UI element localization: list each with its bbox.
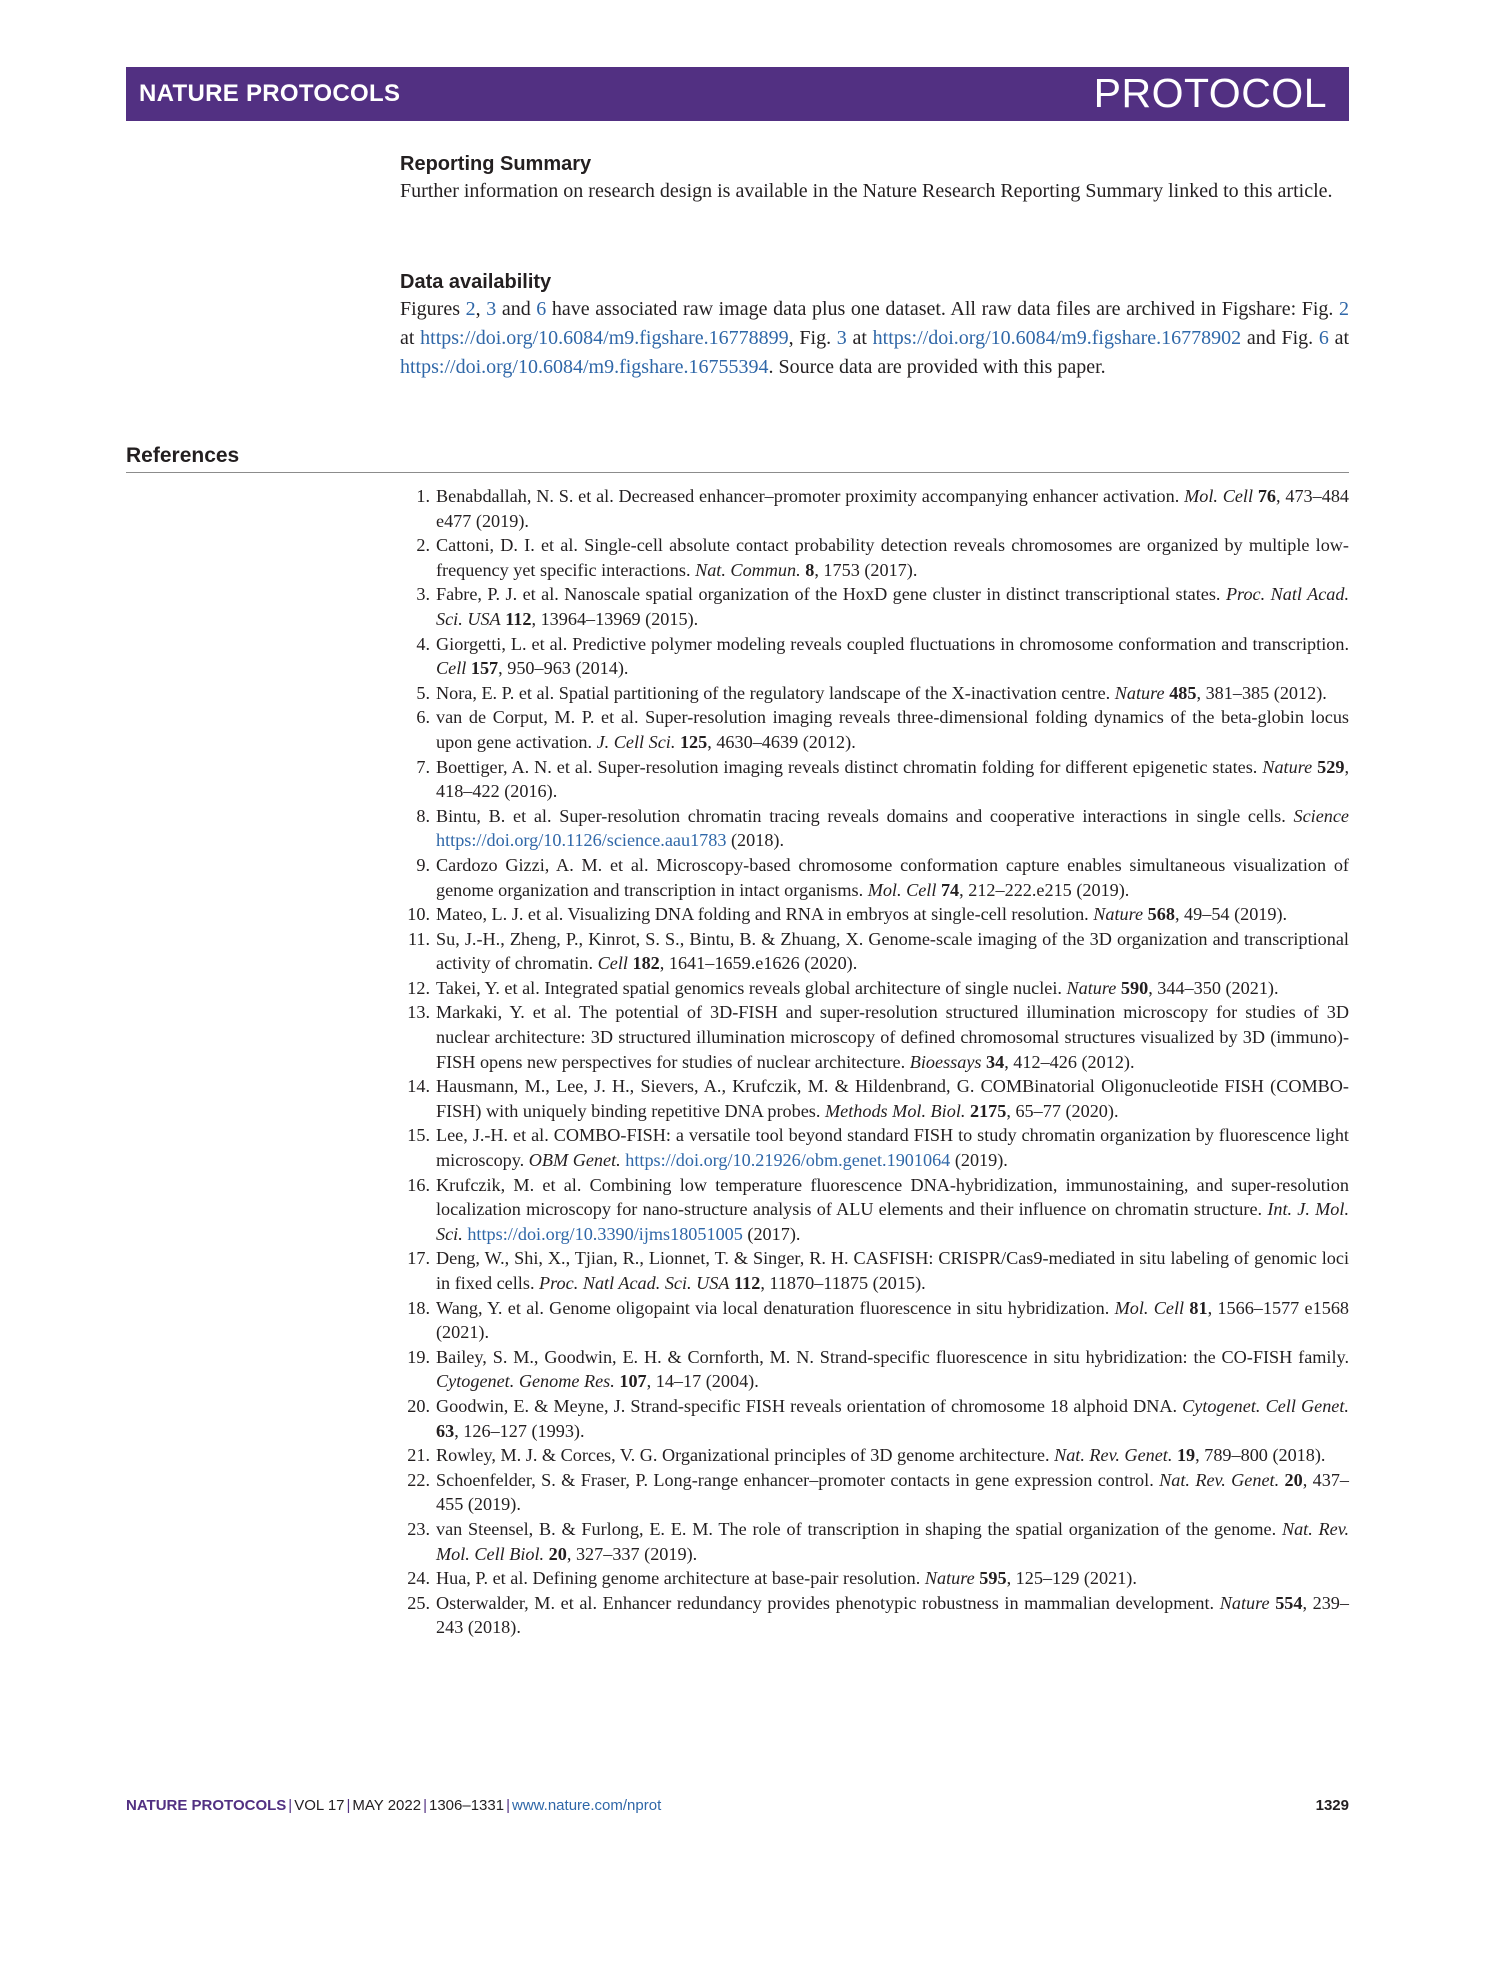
reference-item — [400, 1123, 1349, 1172]
footer-url[interactable]: www.nature.com/nprot — [512, 1797, 662, 1814]
reference-text: Giorgetti, L. et al. Predictive polymer modeling reveals coupled fluctuations in chromosome conformation and transcription. — [436, 633, 1349, 654]
reference-journal: Nat. Rev. Genet. — [1159, 1469, 1280, 1490]
reference-pages: , 327–337 (2019). — [566, 1543, 698, 1564]
reference-text: Hausmann, M., Lee, J. H., Sievers, A., Krufczik, M. & Hildenbrand, G. COMBinatorial Oligonucleotide FISH (COMBO-FISH) with uniquely binding repetitive DNA probes. — [436, 1076, 1349, 1121]
reference-text: Bintu, B. et al. Super-resolution chromatin tracing reveals domains and cooperative interactions in single cells. — [436, 805, 1294, 826]
reference-volume: 76 — [1257, 486, 1277, 506]
reference-pages: , 13964–13969 (2015). — [531, 608, 699, 629]
reference-text: Takei, Y. et al. Integrated spatial genomics reveals global architecture of single nuclei. — [436, 977, 1067, 998]
reference-number: 18. — [407, 1297, 430, 1318]
references-heading: References — [126, 444, 1349, 473]
article-type: PROTOCOL — [1093, 70, 1327, 116]
reference-journal: Methods Mol. Biol. — [824, 1100, 966, 1121]
reference-volume: 590 — [1120, 977, 1149, 998]
reference-item — [400, 1591, 1349, 1640]
reference-number: 4. — [416, 633, 430, 654]
reference-volume: 182 — [632, 953, 660, 974]
reference-text: Deng, W., Shi, X., Tjian, R., Lionnet, T. & Singer, R. H. CASFISH: CRISPR/Cas9-mediated in situ labeling of genomic loci in fixed cells. — [436, 1248, 1349, 1293]
reference-text: Cattoni, D. I. et al. Single-cell absolute contact probability detection reveals chromosomes are organized by multiple low-frequency yet specific interactions. — [436, 535, 1349, 580]
reference-journal: Science — [1293, 805, 1349, 826]
reference-volume: 157 — [470, 658, 499, 679]
reference-item — [400, 755, 1349, 804]
reference-pages: , 950–963 (2014). — [498, 658, 629, 679]
reference-volume: 2175 — [969, 1100, 1007, 1121]
reference-item — [400, 1074, 1349, 1123]
reference-item — [400, 1566, 1349, 1591]
reference-number: 1. — [416, 486, 430, 506]
reference-pages: , 49–54 (2019). — [1174, 904, 1288, 925]
reference-pages: , 125–129 (2021). — [1006, 1568, 1137, 1589]
reference-pages: , 239–243 (2018). — [436, 1592, 1349, 1638]
reference-volume: 125 — [679, 731, 708, 752]
reference-volume: 20 — [548, 1543, 567, 1564]
reference-item — [400, 533, 1349, 582]
reference-number: 11. — [407, 928, 430, 949]
reference-year: (2018). — [726, 830, 785, 851]
footer-pages: 1306–1331 — [429, 1797, 505, 1814]
reference-volume: 554 — [1275, 1592, 1303, 1613]
reference-number: 3. — [416, 584, 430, 605]
reference-number: 17. — [407, 1248, 430, 1269]
reference-item — [400, 681, 1349, 706]
data-availability-section — [400, 270, 1349, 382]
reference-pages: , 65–77 (2020). — [1006, 1100, 1119, 1121]
reference-journal: Nature — [1093, 904, 1144, 925]
reference-journal: Cell — [597, 953, 628, 974]
figure-link[interactable]: 6 — [1318, 327, 1329, 349]
reference-journal: Nat. Commun. — [695, 559, 801, 580]
reference-pages: , 11870–11875 (2015). — [760, 1273, 926, 1293]
reference-number: 6. — [416, 707, 430, 728]
reference-number: 20. — [407, 1395, 430, 1416]
reference-number: 15. — [407, 1125, 430, 1146]
reference-number: 2. — [416, 535, 430, 556]
footer-volume: VOL 17 — [294, 1797, 345, 1814]
reference-item — [400, 1443, 1349, 1468]
reference-journal: Proc. Natl Acad. Sci. USA — [436, 584, 1349, 629]
reference-volume: 107 — [619, 1371, 647, 1392]
reference-item — [400, 902, 1349, 927]
reference-text: Goodwin, E. & Meyne, J. Strand-specific FISH reveals orientation of chromosome 18 alphoid DNA. — [436, 1395, 1183, 1416]
figure-link[interactable]: 6 — [536, 298, 547, 320]
references-list — [400, 484, 1349, 1640]
reference-item — [400, 1517, 1349, 1566]
reference-journal: Nature — [1114, 682, 1165, 703]
reference-pages: , 418–422 (2016). — [436, 756, 1349, 802]
footer-citation: NATURE PROTOCOLS | VOL 17 | MAY 2022 | 1306–1331 | www.nature.com/nprot — [126, 1797, 662, 1814]
reference-journal: Mol. Cell — [867, 879, 937, 900]
footer-date: MAY 2022 — [352, 1797, 422, 1814]
footer-journal: NATURE PROTOCOLS — [126, 1797, 287, 1814]
reporting-summary-body: Further information on research design is available in the Nature Research Reporting Summary linked to this article. — [400, 180, 1333, 202]
reference-volume: 8 — [805, 559, 815, 580]
reference-volume: 112 — [505, 608, 532, 629]
reference-number: 12. — [407, 977, 430, 998]
reference-item — [400, 1296, 1349, 1345]
reference-item — [400, 632, 1349, 681]
reference-text: van de Corput, M. P. et al. Super-resolution imaging reveals three-dimensional folding dynamics of the beta-globin locus upon gene activation. — [436, 707, 1349, 752]
reference-volume: 112 — [734, 1273, 761, 1293]
reference-text: Bailey, S. M., Goodwin, E. H. & Cornforth, M. N. Strand-specific fluorescence in situ hybridization: the CO-FISH family. — [436, 1346, 1349, 1367]
reference-text: Mateo, L. J. et al. Visualizing DNA folding and RNA in embryos at single-cell resolution. — [436, 904, 1094, 925]
reference-text: Nora, E. P. et al. Spatial partitioning of the regulatory landscape of the X-inactivation centre. — [436, 682, 1115, 703]
reference-text: Schoenfelder, S. & Fraser, P. Long-range enhancer–promoter contacts in gene expression control. — [436, 1469, 1160, 1490]
figshare-link[interactable]: https://doi.org/10.6084/m9.figshare.16755394 — [400, 356, 769, 378]
reference-doi-link[interactable]: https://doi.org/10.21926/obm.genet.1901064 — [625, 1150, 951, 1171]
reference-journal: Cytogenet. Genome Res. — [436, 1371, 615, 1392]
reference-doi-link[interactable]: https://doi.org/10.1126/science.aau1783 — [436, 830, 727, 851]
reference-number: 25. — [407, 1592, 430, 1613]
figure-link[interactable]: 2 — [1339, 298, 1350, 320]
reference-text: Benabdallah, N. S. et al. Decreased enhancer–promoter proximity accompanying enhancer activation. — [436, 486, 1185, 506]
reference-item — [400, 705, 1349, 754]
reference-number: 23. — [407, 1518, 430, 1539]
reference-text: Hua, P. et al. Defining genome architecture at base-pair resolution. — [436, 1568, 925, 1589]
reference-journal: Nat. Rev. Genet. — [1054, 1445, 1173, 1466]
reference-journal: Mol. Cell — [1114, 1297, 1185, 1318]
figshare-link[interactable]: https://doi.org/10.6084/m9.figshare.16778899 — [420, 327, 789, 349]
figure-link[interactable]: 3 — [836, 327, 847, 349]
reference-journal: Nature — [1262, 756, 1313, 777]
reference-journal: Cytogenet. Cell Genet. — [1182, 1395, 1349, 1416]
reference-item — [400, 853, 1349, 902]
reference-item — [400, 1000, 1349, 1074]
data-availability-body: Figures 2, 3 and 6 have associated raw image data plus one dataset. All raw data files are archived in Figshare: Fig. 2 at https://doi.org/10.6084/m9.figshare.16778899, Fig. 3 at https://doi.org/10.6084/m9.figshare.16778902 and Fig. 6 at https://doi.org/10.6084/m9.figshare.16755394. Source data are provided with this paper. — [400, 298, 1350, 378]
reference-journal: Nature — [924, 1568, 975, 1589]
reference-journal: Nature — [1219, 1592, 1270, 1613]
reference-number: 14. — [407, 1076, 430, 1097]
reference-journal: Mol. Cell — [1184, 486, 1254, 506]
reference-pages: , 412–426 (2012). — [1004, 1051, 1135, 1072]
reference-item — [400, 1468, 1349, 1517]
reference-journal: Nat. Rev. Mol. Cell Biol. — [436, 1518, 1349, 1564]
reference-volume: 63 — [436, 1420, 455, 1441]
data-availability-title: Data availability — [400, 271, 552, 293]
reference-volume: 529 — [1317, 756, 1345, 777]
reference-year: (2017). — [742, 1223, 801, 1244]
reference-journal: OBM Genet. — [528, 1150, 621, 1171]
figure-link[interactable]: 3 — [486, 298, 497, 320]
reference-text: Rowley, M. J. & Corces, V. G. Organizational principles of 3D genome architecture. — [436, 1445, 1055, 1466]
reference-item — [400, 927, 1349, 976]
page-number: 1329 — [1315, 1797, 1349, 1814]
reference-item — [400, 582, 1349, 631]
reference-text: Wang, Y. et al. Genome oligopaint via local denaturation fluorescence in situ hybridization. — [436, 1297, 1115, 1318]
reference-text: Su, J.-H., Zheng, P., Kinrot, S. S., Bintu, B. & Zhuang, X. Genome-scale imaging of the 3D organization and transcriptional activity of chromatin. — [436, 928, 1349, 974]
reference-text: van Steensel, B. & Furlong, E. E. M. The role of transcription in shaping the spatial organization of the genome. — [436, 1518, 1282, 1539]
reference-volume: 485 — [1169, 682, 1197, 703]
reference-journal: Int. J. Mol. Sci. — [436, 1199, 1349, 1244]
reference-item — [400, 1394, 1349, 1443]
reference-volume: 19 — [1176, 1445, 1196, 1466]
reference-pages: , 473–484 e477 (2019). — [436, 486, 1350, 531]
reference-number: 21. — [407, 1445, 430, 1466]
reference-item — [400, 804, 1349, 853]
reference-doi-link[interactable]: https://doi.org/10.3390/ijms18051005 — [467, 1223, 743, 1244]
reference-journal: Cell — [436, 658, 467, 679]
reference-journal: Bioessays — [909, 1051, 982, 1072]
reference-year: (2019). — [950, 1150, 1008, 1171]
reference-volume: 595 — [979, 1568, 1007, 1589]
reference-number: 5. — [416, 682, 430, 703]
reference-text: Cardozo Gizzi, A. M. et al. Microscopy-based chromosome conformation capture enables simultaneous visualization of genome organization and transcription in intact organisms. — [436, 854, 1349, 900]
reporting-summary-title: Reporting Summary — [400, 153, 592, 175]
reference-number: 10. — [407, 904, 430, 925]
reference-journal: J. Cell Sci. — [596, 731, 676, 752]
reference-number: 7. — [416, 756, 430, 777]
reference-pages: , 1641–1659.e1626 (2020). — [659, 953, 858, 974]
journal-banner — [126, 67, 1349, 121]
reference-pages: , 14–17 (2004). — [646, 1371, 759, 1392]
reference-number: 24. — [407, 1568, 430, 1589]
reference-pages: , 1566–1577 e1568 (2021). — [436, 1297, 1350, 1343]
reference-item — [400, 1246, 1349, 1295]
reference-volume: 81 — [1189, 1297, 1208, 1318]
reference-text: Boettiger, A. N. et al. Super-resolution imaging reveals distinct chromatin folding for different epigenetic states. — [436, 756, 1263, 777]
reference-pages: , 344–350 (2021). — [1148, 977, 1279, 998]
reference-number: 9. — [416, 854, 430, 875]
reference-text: Markaki, Y. et al. The potential of 3D-FISH and super-resolution structured illumination microscopy for studies of 3D nuclear architecture: 3D structured illumination microscopy of defined chromosomal structures visualized by 3D (immuno)-FISH opens new perspectives for studies of nuclear architecture. — [436, 1002, 1349, 1072]
reference-number: 16. — [407, 1174, 430, 1195]
reporting-summary-section — [400, 152, 1349, 206]
reference-text: Fabre, P. J. et al. Nanoscale spatial organization of the HoxD gene cluster in distinct transcriptional states. — [436, 584, 1226, 605]
reference-volume: 34 — [986, 1051, 1005, 1072]
reference-number: 8. — [416, 805, 430, 826]
reference-number: 13. — [407, 1002, 430, 1023]
reference-pages: , 789–800 (2018). — [1195, 1445, 1326, 1466]
reference-item — [400, 1173, 1349, 1247]
reference-volume: 74 — [940, 879, 960, 900]
reference-volume: 568 — [1147, 904, 1175, 925]
reference-item — [400, 976, 1349, 1001]
reference-item — [400, 1345, 1349, 1394]
reference-pages: , 437–455 (2019). — [436, 1469, 1349, 1515]
reference-pages: , 381–385 (2012). — [1196, 682, 1327, 703]
reference-pages: , 212–222.e215 (2019). — [959, 879, 1130, 900]
journal-name: NATURE PROTOCOLS — [139, 80, 401, 107]
reference-volume: 20 — [1284, 1469, 1303, 1490]
reference-text: Lee, J.-H. et al. COMBO-FISH: a versatile tool beyond standard FISH to study chromatin organization by fluorescence light microscopy. — [436, 1125, 1349, 1171]
reference-pages: , 1753 (2017). — [814, 559, 918, 580]
reference-text: Osterwalder, M. et al. Enhancer redundancy provides phenotypic robustness in mammalian development. — [436, 1592, 1220, 1613]
reference-number: 19. — [407, 1346, 430, 1367]
reference-pages: , 4630–4639 (2012). — [707, 731, 856, 752]
reference-journal: Nature — [1066, 977, 1117, 998]
figure-link[interactable]: 2 — [465, 298, 476, 320]
reference-item — [400, 484, 1349, 533]
reference-text: Krufczik, M. et al. Combining low temperature fluorescence DNA-hybridization, immunostaining, and super-resolution localization microscopy for nano-structure analysis of ALU elements and their influence on chromatin structure. — [436, 1174, 1349, 1220]
reference-pages: , 126–127 (1993). — [454, 1420, 585, 1441]
figshare-link[interactable]: https://doi.org/10.6084/m9.figshare.16778902 — [872, 327, 1242, 349]
reference-number: 22. — [407, 1469, 430, 1490]
reference-journal: Proc. Natl Acad. Sci. USA — [539, 1273, 730, 1293]
